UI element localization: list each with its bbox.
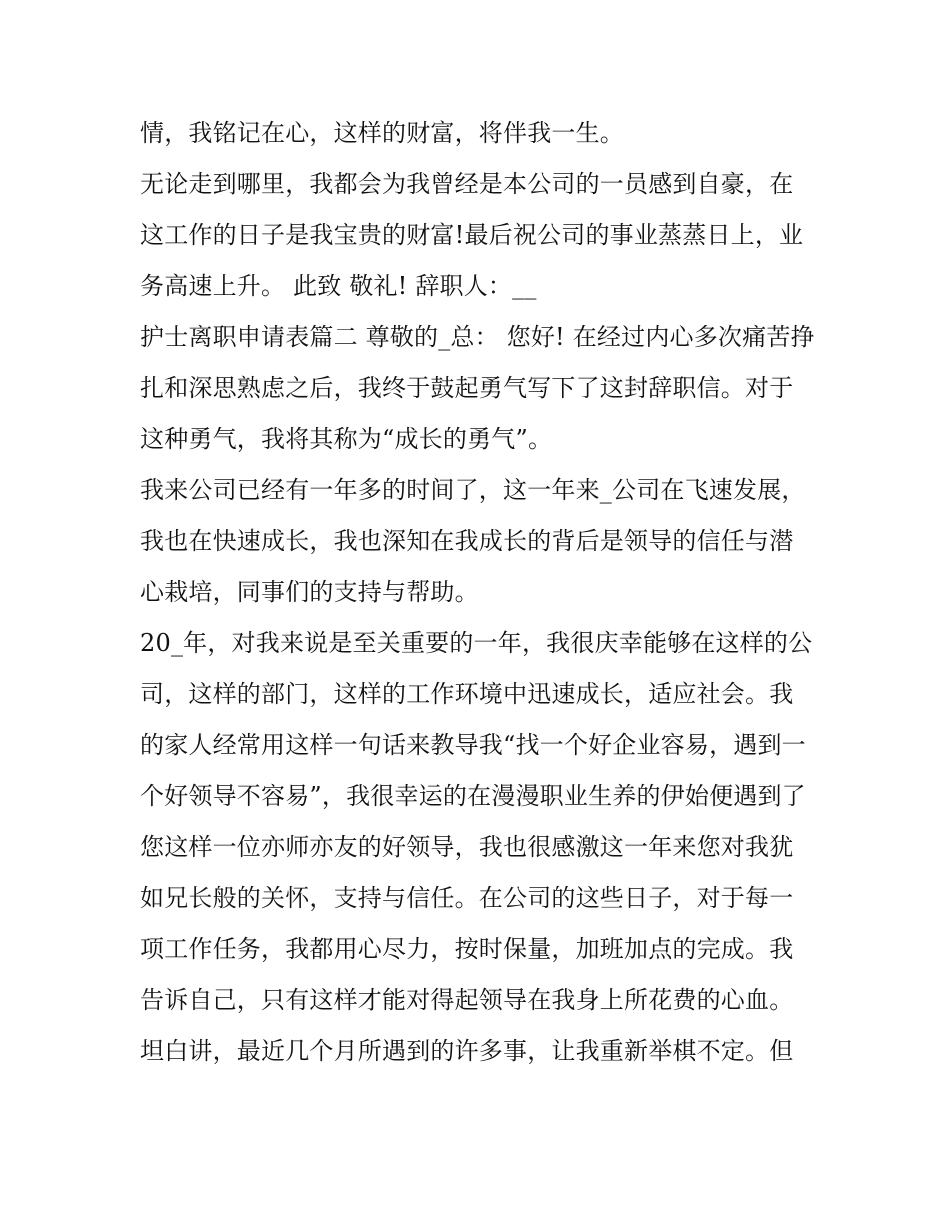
paragraph-5: 20_年，对我来说是至关重要的一年，我很庆幸能够在这样的公司，这样的部门，这样的工作环境中迅速成长，适应社会。我的家人经常用这样一句话来教导我“找一个好企业容易，遇到一个好领导不容易”，我很幸运的在漫漫职业生养的伊始便遇到了您这样一位亦师亦友的好领导，我也很感激这一年来您对我犹如兄长般的关怀，支持与信任。在公司的这些日子，对于每一项工作任务，我都用心尽力，按时保量，加班加点的完成。我告诉自己，只有这样才能对得起领导在我身上所花费的心血。	[140, 629, 813, 1014]
paragraph-3: 护士离职申请表篇二 尊敬的_总： 您好! 在经过内心多次痛苦挣扎和深思熟虑之后，我终于鼓起勇气写下了这封辞职信。对于这种勇气，我将其称为“成长的勇气”。	[140, 323, 815, 453]
document-body	[140, 108, 816, 1077]
paragraph-2: 无论走到哪里，我都会为我曾经是本公司的一员感到自豪，在这工作的日子是我宝贵的财富!最后祝公司的事业蒸蒸日上，业务高速上升。 此致 敬礼! 辞职人：__	[140, 170, 804, 300]
paragraph-4: 我来公司已经有一年多的时间了，这一年来_公司在飞速发展，我也在快速成长，我也深知在我成长的背后是领导的信任与潜心栽培，同事们的支持与帮助。	[140, 476, 806, 606]
paragraph-6: 坦白讲，最近几个月所遇到的许多事，让我重新举棋不定。但	[140, 1037, 794, 1065]
paragraph-1: 情，我铭记在心，这样的财富，将伴我一生。	[140, 119, 624, 147]
